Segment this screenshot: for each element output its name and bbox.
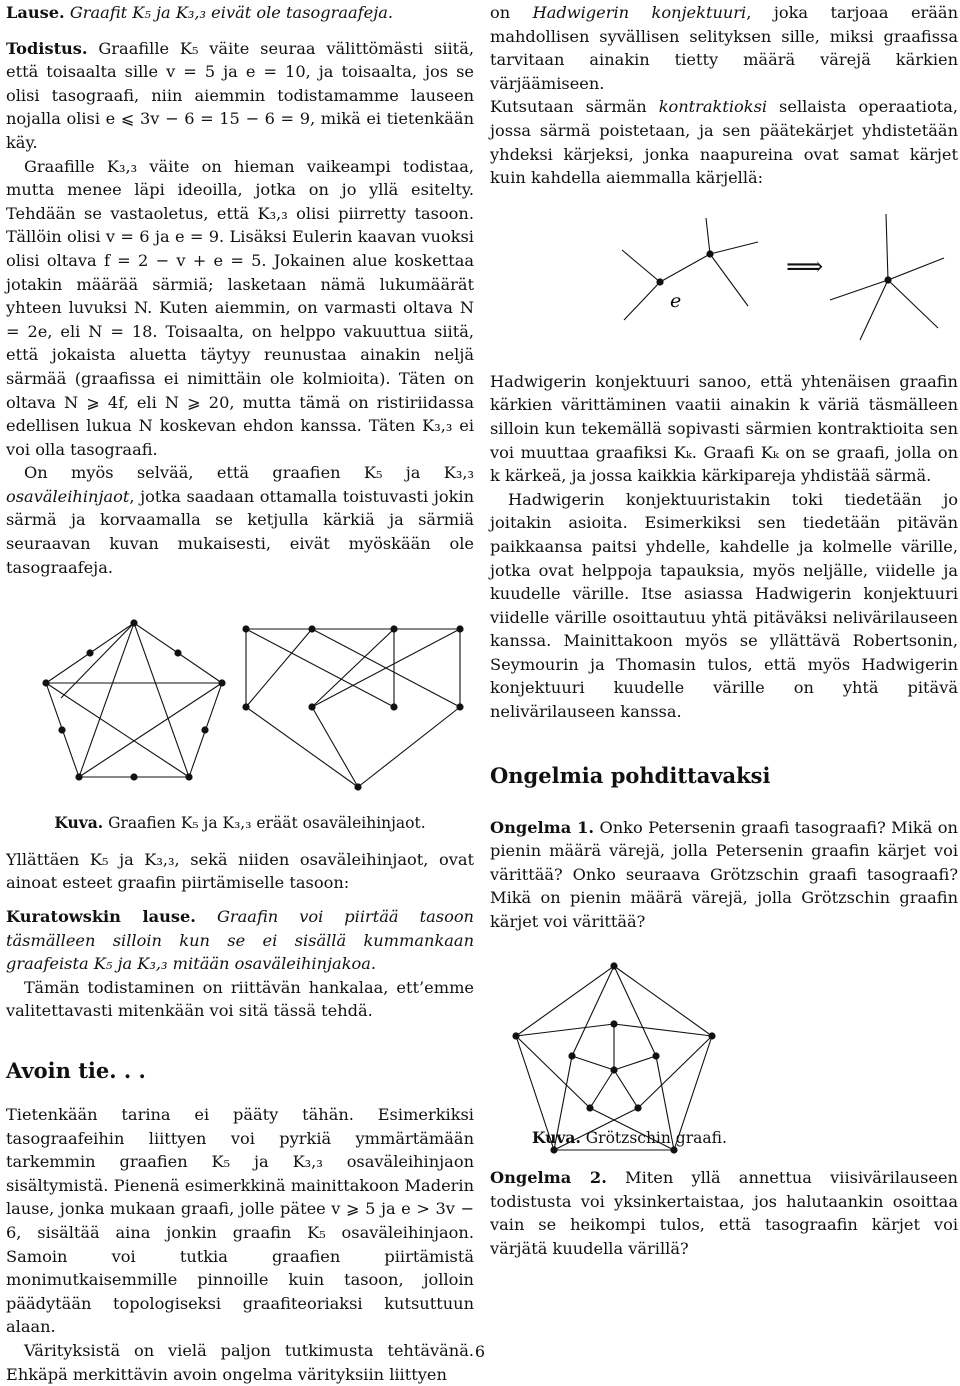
lemma-statement xyxy=(6,1,474,25)
figure1-caption xyxy=(6,811,474,836)
surprise-paragraph: Yllättäen K₅ ja K₃,₃, sekä niiden osaväleihinjaot, ovat ainoat esteet graafin piirtämiselle tasoon: xyxy=(6,849,474,893)
proof-paragraph-2: Graafille K₃,₃ väite on hieman vaikeampi todistaa, mutta menee läpi ideoilla, jotka on jo yllä esitelty. Tehdään se vastaoletus, että K₃,₃ olisi piirretty tasoon. Tällöin olisi v = 6 ja e = 9. Lisäksi Eulerin kaavan vuoksi olisi oltava f = 2 − v + e = 5. Jokainen alue koskettaa jotakin määrää särmiä; lasketaan nämä lukumäärät yhteen luvuksi N. Kuten aiemmin, on varmasti oltava N = 2e, eli N = 18. Toisaalta, on helppo vakuuttua siitä, että jokaista aluetta täytyy reunustaa ainakin neljä särmää (graafissa ei nimittäin ole kolmioita). Täten on oltava N ⩾ 4f, eli N ⩾ 20, mutta tämä on ristiriidassa edellisen lukua N koskevan ehdon kanssa. Täten K₃,₃ ei voi olla tasograafi. xyxy=(6,156,474,459)
proof-p1-text: Graafille K₅ väite seuraa välittömästi siitä, että toisaalta sille v = 5 ja e = 10, ja toisaalta, jos se olisi tasograafi, niin aiemmin todistamamme lauseen nojalla olisi e ⩽ 3v − 6 = 15 − 6 = 9, mikä ei tietenkään käy. xyxy=(6,38,474,152)
contraction-pre: Kutsutaan särmän xyxy=(490,97,659,117)
contraction-before-graph xyxy=(598,210,768,350)
right-column xyxy=(490,0,958,1261)
problem-1-body: Onko Petersenin graafi tasograafi? Mikä on pienin määrä värejä, jolla Petersenin graafin kärjet voi värittää? Onko seuraava Grötzschin graafi tasograafi? Mikä on pienin määrä värejä, jolla Grötzschin graafin kärjet voi värittää? xyxy=(490,817,958,932)
open-paragraph-2: Värityksistä on vielä paljon tutkimusta tehtävänä. Ehkäpä merkittävin avoin ongelma värityksiin liittyen xyxy=(6,1340,474,1384)
hadwiger-conjecture-term: Hadwigerin konjektuuri xyxy=(532,3,747,22)
figure1-caption-text: Graafien K₅ ja K₃,₃ eräät osaväleihinjaot. xyxy=(108,814,426,833)
section-title-problems: Ongelmia pohdittavaksi xyxy=(490,762,771,788)
subdiv-pre: On myös selvää, että graafien K₅ ja K₃,₃ xyxy=(24,463,474,483)
hadwiger-intro-paragraph xyxy=(490,1,958,95)
contraction-post: sellaista operaatiota, jossa särmä poistetaan, ja sen päätekärjet yhdistetään yhdeksi kärjeksi, jonka naapureina ovat samat kärjet kuin kahdella aiemmalla kärjellä: xyxy=(490,97,959,188)
hadwiger-statement-paragraph: Hadwigerin konjektuuri sanoo, että yhtenäisen graafin kärkien värittäminen vaatii ainakin k väriä täsmälleen silloin kun tekemällä sopivasti särmien kontraktioita sen voi muuttaa graafiksi Kₖ. Graafi Kₖ on se graafi, jolla on k kärkeä, ja jossa kaikkia kärkipareja yhdistää särmä. xyxy=(490,371,958,486)
k33-subdivision-graph xyxy=(238,617,468,792)
subdiv-post: , jotka saadaan ottamalla toistuvasti jokin särmä ja korvaamalla se ketjulla kärkiä ja särmiä seuraavan kuvan mukaisesti, eivät myöskään ole tasograafeja. xyxy=(6,486,474,577)
figure1-caption-label: Kuva. xyxy=(54,813,104,833)
section-title-open-road: Avoin tie. . . xyxy=(6,1058,146,1083)
problem-2-head: Ongelma 2. xyxy=(490,1168,607,1188)
page-number: 6 xyxy=(474,1342,486,1361)
figure2-caption-line xyxy=(490,1126,958,1151)
hadwiger-known-paragraph: Hadwigerin konjektuuristakin toki tiedetään jo joitakin asioita. Esimerkiksi sen tiedetään pitävän paikkaansa paitsi yhdelle, kahdelle ja kolmelle värille, jotka ovat helppoja tapauksia, myös neljälle, viidelle ja kuudelle värille. Itse asiassa Hadwigerin konjektuuri viidelle värille osoittautuu yhtä pitäväksi nelivärilauseen kanssa. Mainittakoon myös se yllättävä Robertsonin, Seymourin ja Thomasin tulos, että myös Hadwigerin konjektuuri kuudelle värille on yhtä pitävä nelivärilauseen kanssa. xyxy=(490,489,958,722)
hadwiger-cont-post: , joka tarjoaa erään mahdollisen syvällisen selityksen sille, miksi graafissa tarvitaan ainakin tietty määrä värejä kärkien värjäämiseen. xyxy=(490,3,958,93)
left-column xyxy=(6,0,474,1386)
kuratowski-body: Graafin voi piirtää tasoon täsmälleen silloin kun se ei sisällä kummankaan graafeista K₅ ja K₃,₃ mitään osaväleihinjakoa. xyxy=(6,907,474,974)
problem-2 xyxy=(490,1166,958,1260)
hadwiger-cont-pre: on xyxy=(490,3,533,22)
edge-label-e: e xyxy=(670,289,682,312)
lemma-body: Graafit K₅ ja K₃,₃ eivät ole tasograafeja. xyxy=(69,3,394,22)
subdivision-paragraph xyxy=(6,461,474,579)
figure-subdivisions xyxy=(6,617,474,811)
problem-1 xyxy=(490,816,958,934)
implies-arrow: ⟹ xyxy=(786,251,824,282)
contraction-figure xyxy=(490,190,958,370)
kuratowski-note: Tämän todistaminen on riittävän hankalaa, ett’emme valitettavasti mitenkään voi sitä tässä tehdä. xyxy=(6,977,474,1021)
k5-subdivision-graph xyxy=(34,617,234,792)
lemma-head: Lause. xyxy=(6,3,65,22)
kuratowski-head: Kuratowskin lause. xyxy=(6,907,196,927)
figure2-caption-label: Kuva. xyxy=(532,1127,581,1147)
problem-2-body: Miten yllä annettua viisivärilauseen todistusta voi yksinkertaistaa, jos halutaankin osoittaa vain se heikompi tulos, että tasograafin kärjet voi värjätä kuudella värillä? xyxy=(490,1168,958,1258)
kuratowski-theorem xyxy=(6,905,474,976)
proof-paragraph-1 xyxy=(6,37,474,155)
contraction-term: kontraktioksi xyxy=(658,97,768,117)
contraction-after-graph xyxy=(816,206,960,356)
open-paragraph-1: Tietenkään tarina ei pääty tähän. Esimerkiksi tasograafeihin liittyen voi pyrkiä ymmärtämään tarkemmin graafien K₅ ja K₃,₃ osaväleihinjaon sisältymistä. Pienenä esimerkkinä mainittakoon Maderin lause, jonka mukaan graafi, jolle pätee v ⩾ 5 ja e > 3v − 6, sisältää aina jonkin graafin K₅ osaväleihinjaon. Samoin voi tutkia graafien piirtämistä monimutkaisemmille pinnoille kuin tasoon, jolloin päädytään topologiseksi graafiteoriaksi kutsuttuun alaan. xyxy=(6,1105,474,1337)
contraction-paragraph xyxy=(490,95,958,189)
subdiv-term: osaväleihinjaot xyxy=(6,486,130,506)
problem-1-head: Ongelma 1. xyxy=(490,817,595,837)
figure2-caption-text: Grötzschin graafi. xyxy=(585,1128,727,1147)
proof-head: Todistus. xyxy=(6,38,88,58)
